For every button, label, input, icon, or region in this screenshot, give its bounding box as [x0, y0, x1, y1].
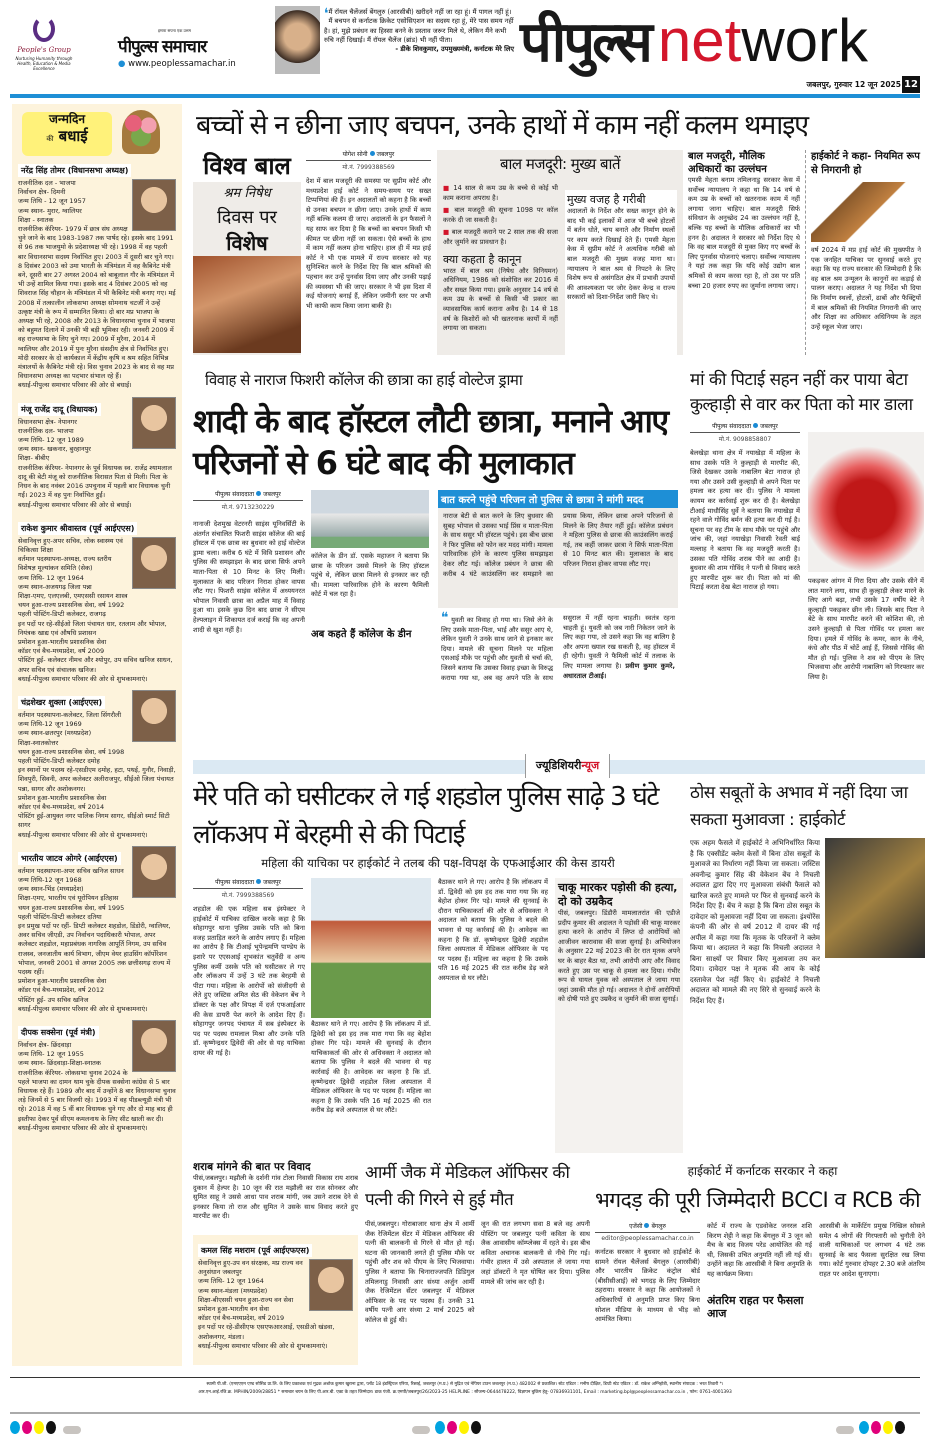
person-details: राजनीतिक दल - भाजपा निर्वाचन क्षेत्र- दिमनी जन्म तिथि - 12 जून 1957 जन्म स्थान- मुरार, ग्वालियर शिक्षा - स्नातक राजनीतिक कॅरियर- 1979 में छात्र संघ अध्यक्ष चुने जाने के बाद 1983-1987 तक पार्षद रहे। इसके बाद 1991 से 96 तक भाजयुमो के प्रदेशाध्यक्ष भी रहे। 1998 में वह पहली बार विधानसभा सदस्य निर्वाचित हुए। 2003 में दूसरी बार चुने गए। 8 दिसंबर 2003 को उमा भारती के मंत्रिमंडल में वह कैबिनेट मंत्री बने, दूसरी बार 27 अगस्त 2004 को बाबूलाल गौर के मंत्रिमंडल में भी उन्हें शामिल किया गया। इसके बाद 4 दिसंबर 2005 को वह शिवराज सिंह चौहान के मंत्रिमंडल में भी कैबिनेट मंत्री बनाए गए। मई 2008 में तत्कालीन लोकसभा अध्यक्ष सोमनाथ चटर्जी ने उन्हें उत्कृष्ट मंत्री के रूप में सम्मानित किया। दो बार मप्र भाजपा के अध्यक्ष भी रहे, 2008 और 2013 के विधानसभा चुनाव में भाजपा को बहुमत दिलाने में उनकी भी बड़ी भूमिका रही। जनवरी 2009 में वह राज्यसभा के लिए चुने गए। 2009 में मुरैना, 2014 में ग्वालियर और 2019 में पुनः मुरैना संसदीय क्षेत्र से निर्वाचित हुए। मोदी सरकार के दो कार्यकाल में केंद्रीय कृषि व श्रम सहित विभिन्न मंत्रालयों के कैबिनेट मंत्री रहे। विस चुनाव 2023 के बाद से वह मप्र विधानसभा अध्यक्ष का पदभार संभाल रहे हैं। बधाई-पीपुल्स समाचार परिवार की ओर से बधाई। — [18, 179, 176, 390]
court-building-photo — [311, 878, 431, 1018]
birthday-person — [18, 516, 176, 684]
liquor-story: शराब मांगने की बात पर विवाद पीसं,जबलपुर। मझौली के दर्शनी गांव टोला निवासी विकास राय शराब दुकान में हेल्पर है। 10 जून की रात मझौली का राज सोनकर और सुमित साहू ने उससे आधा पाव शराब मांगी, जब उसने शराब देने से इनकार किया तो राज और सुमित ने उसके साथ विवाद करते हुए मारपीट कर दी। — [193, 1161, 358, 1221]
compensation-story: एक अहम फैसले में हाईकोर्ट ने अभिनिर्धारित किया है कि एक्सीडेंट क्लेम केसों में बिना ठोस सबूतों के मुआवजे का निर्धारण नहीं किया जा सकता। जस्टिस अवनीन्द्र कुमार सिंह की वेकेशन बेंच ने निचली अदालत द्वारा दिए गए मुआवजा संबंधी फैसले को खारिज करते हुए मामले पर फिर से सुनवाई करने के निर्देश दिए हैं। बेंच ने कहा है कि बिना ठोस सबूत के दावेदार को मुआवजा नहीं दिया जा सकता। इंश्योरेंस कंपनी की ओर से वर्ष 2012 में दायर की गई अपील में कहा गया कि मृतक के परिजनों ने क्लेम किया था। अदालत ने कहा कि निचली अदालत ने बिना साक्ष्यों पर विचार किए मुआवजा तय कर दिया। दावेदार पक्ष ने मृतक की आय के कोई दस्तावेज पेश नहीं किए थे। हाईकोर्ट ने निचली अदालत को मामले की नए सिरे से सुनवाई करने के निर्देश दिए हैं। — [690, 838, 925, 1153]
person-photo — [132, 846, 176, 898]
person-name: भारतीय जाटव ओगरे (आईएएस) — [18, 852, 121, 865]
person-photo — [132, 690, 176, 742]
birthday-banner: जन्मदिन की बधाई — [18, 108, 176, 158]
person-name: दीपक सक्सेना (पूर्व मंत्री) — [18, 1026, 99, 1039]
quote-icon: ❝ — [441, 610, 449, 626]
person-name: नरेंद्र सिंह तोमर (विधानसभा अध्यक्ष) — [18, 164, 131, 177]
web-bullet-icon: ● — [118, 59, 129, 69]
footer-rule-grey — [10, 1412, 920, 1414]
army-headline: आर्मी जैक में मेडिकल ऑफिसर की पत्नी की गिरने से हुई मौत — [365, 1163, 570, 1210]
person-name: राकेश कुमार श्रीवास्तव (पूर्व आईएएस) — [18, 522, 137, 535]
bcci-headline: भगदड़ की पूरी जिम्मेदारी BCCI व RCB की — [595, 1188, 921, 1212]
shahdol-continued: बैठाकर थाने ले गए। आरोप है कि लॉकअप में डॉ. द्विवेदी को इस हद तक मारा गया कि वह बेहोश होकर गिर पड़े। मामले की सुनवाई के दौरान याचिकाकर्ता की ओर से अधिवक्ता ने अदालत को बताया कि पुलिस ने बदले की भावना से यह कार्रवाई की है। आवेदक का कहना है कि डॉ. कृष्णेन्द्रधर द्विवेदी शहडोल जिला अस्पताल में मेडिकल ऑफिसर के पद पर पदस्थ हैं। महिला का कहना है कि उसके पति 16 मई 2025 की रात करीब डेढ़ बजे अस्पताल से घर लौटे। — [311, 1020, 431, 1115]
header-quote: ❛ मैं रॉयल चैलेंजर्स बेंगलुरु (आरसीबी) खरीदने नहीं जा रहा हूं। मैं पागल नहीं हूं। मैं बचपन से कर्नाटक क्रिकेट एसोसिएशन का सदस्य रहा हूं, मेरे पास समय नहीं है। हां, मुझे प्रबंधन का हिस्सा बनने के प्रस्ताव जरूर मिले थे, लेकिन मैंने कभी रुचि नहीं दिखाई। मैं रॉयल चैलेंज (ब्रांड) भी नहीं पीता। - डीके शिवकुमार, उपमुख्यमंत्री, कर्नाटक मेरे लिए — [324, 6, 514, 54]
bcci-story: एजेंसी बेंगलुरु editor@peoplessamachar.co.in कर्नाटक सरकार ने बुधवार को हाईकोर्ट के सामने रॉयल चैलेंजर्स बेंगलुरु (आरसीबी) और भारतीय क्रिकेट कंट्रोल बोर्ड (बीसीसीआई) को भगदड़ के लिए जिम्मेदार ठहराया। सरकार ने कहा कि आयोजकों ने अधिकारियों से अनुमति प्राप्त किए बिना सोशल मीडिया के माध्यम से भीड़ को आमंत्रित किया। कोर्ट में राज्य के एडवोकेट जनरल शशि किरण शेट्टी ने कहा कि बेंगलुरु में 3 जून को मैच के बाद विजय परेड आयोजित की गई थी, जिसकी उचित अनुमति नहीं ली गई थी। उन्होंने कहा कि आरसीबी ने बिना अनुमति के यह कार्यक्रम किया। अंतरिम राहत पर फैसला आज आरसीबी के मार्केटिंग प्रमुख निखिल सोसले समेत 4 लोगों की गिरफ्तारी को चुनौती देने वाली याचिकाओं पर लगभग 4 घंटे तक सुनवाई के बाद फैसला सुरक्षित रख लिया गया। कोर्ट गुरुवार दोपहर 2.30 बजे अंतरिम राहत पर आदेश सुनाएगा। — [595, 1222, 925, 1324]
rights-story: बाल मजदूरी, मौलिक अधिकारों का उल्लंघन एमसी मेहता बनाम तमिलनाडु सरकार केस में सर्वोच्च न्यायालय ने कहा था कि 14 वर्ष से कम उम्र के बच्चों को खतरनाक काम में नहीं लगाया जाना चाहिए। बाल मजदूरी सिर्फ संविधान के अनुच्छेद 24 का उल्लंघन नहीं है, बल्कि यह बच्चों के मौलिक अधिकारों का भी हनन है। अदालत ने सरकार को निर्देश दिए थे कि वह बाल मजदूरी से मुक्त किए गए बच्चों के लिए पुनर्वास योजनाएं चलाए। सर्वोच्च न्यायालय ने यहां तक कहा कि यदि कोई उद्योग बाल श्रमिकों से काम करवा रहा है, तो उस पर प्रति बच्चा 20 हजार रुपए का जुर्माना लगाया जाए। — [688, 151, 800, 290]
color-registration-left — [10, 1419, 81, 1438]
shahdol-headline: मेरे पति को घसीटकर ले गई शहडोल पुलिस साढ़े 3 घंटे लॉकअप में बेरहमी से की पिटाई — [193, 782, 659, 850]
key-point: ■ बाल मजदूरी कराने पर 2 साल तक की सजा और जुर्माने का प्रावधान है। — [443, 228, 558, 246]
shahdol-col3: बैठाकर थाने ले गए। आरोप है कि लॉकअप में डॉ. द्विवेदी को इस हद तक मारा गया कि वह बेहोश होकर गिर पड़े। मामले की सुनवाई के दौरान याचिकाकर्ता की ओर से अधिवक्ता ने अदालत को बताया कि पुलिस ने बदले की भावना से यह कार्रवाई की है। आवेदक का कहना है कि डॉ. कृष्णेन्द्रधर द्विवेदी शहडोल जिला अस्पताल में मेडिकल ऑफिसर के पद पर पदस्थ हैं। महिला का कहना है कि उसके पति 16 मई 2025 की रात करीब डेढ़ बजे अस्पताल से घर लौटे। — [438, 878, 548, 982]
birthday-person — [18, 846, 176, 1014]
key-points-list — [443, 184, 558, 248]
person-photo — [132, 397, 176, 449]
person-details: विधानसभा क्षेत्र- नेपानगर राजनीतिक दल- भाजपा जन्म तिथि- 12 जून 1989 जन्म स्थान- खकनार, बुरहानपुर शिक्षा- बीबीए राजनीतिक कॅरियर- नेपानगर के पूर्व विधायक स्व. राजेंद्र श्यामलाल दादू की बेटी मंजू को राजनीतिक विरासत पिता से मिली। पिता के निधन के बाद नवंबर 2016 उपचुनाव में पहली बार विधायक चुनी गईं। 2023 में वह पुनः निर्वाचित हुईं। बधाई-पीपुल्स समाचार परिवार की ओर से बधाई। — [18, 417, 172, 509]
key-point: ■ बाल मजदूरी की सूचना 1098 पर कॉल करके दी जा सकती है। — [443, 206, 558, 224]
flower-basket-icon — [122, 110, 160, 154]
dot-icon — [753, 423, 758, 428]
person-photo — [132, 179, 176, 231]
axe-story: पीपुल्स संवाददाता जबलपुर मो.नं. 9098858807 बेलखेड़ा थाना क्षेत्र में नयाखेड़ा में महिला के साथ उसके पति ने कुल्हाड़ी से मारपीट की, जिसे देखकर उसके नाबालिग बेटा नाराज हो गया और उसने उसी कुल्हाड़ी से अपने पिता पर हमला कर हत्या कर दी। पुलिस ने मामला कायम कर कार्रवाई शुरू कर दी है। बेलखेड़ा टीआई माधौसिंह धुर्वे ने बताया कि नयाखेड़ा में रहने वाले गोविंद बर्मन की हत्या कर दी गई है। सूचना पर वह टीम के साथ मौके पर पहुंचे और जांच की, जहां नयाखेड़ा निवासी रेवती बाई मल्लाह ने बताया कि वह मजदूरी करती है। उसका पति गोविंद शराब पीने का आदी है। बुधवार की शाम गोविंद ने पत्नी से विवाद करते हुए मारपीट शुरू कर दी। पिता को मां की पिटाई करता देख बेटा नाराज हो गया। पकड़कर आंगन में गिरा दिया और उसके सीने में लात मारने लगा, साथ ही कुल्हाड़ी लेकर मारने के लिए आगे बढ़ा, तभी उसके 17 वर्षीय बेटे ने कुल्हाड़ी पकड़कर छीन ली। जिसके बाद पिता ने बेटे के साथ मारपीट करने की कोशिश की, तो उसने कुल्हाड़ी से पिता गोविंद पर हमला कर दिया। हमले में गोविंद के कमर, कान के नीचे, कंधे और पीठ में चोटें आई हैं, जिससे गोविंद की मौत हो गई। पुलिस ने शव को पीएम के लिए भिजवाया और आरोपी नाबालिग को गिरफ्तार कर लिया है। — [690, 423, 924, 681]
ring-logo-icon — [33, 16, 55, 42]
hc-story: हाईकोर्ट ने कहा- नियमित रूप से निगरानी हो वर्ष 2024 में मप्र हाई कोर्ट की मुख्यपीठ ने एक जनहित याचिका पर सुनवाई करते हुए कहा कि यह राज्य सरकार की जिम्मेदारी है कि वह बाल श्रम उन्मूलन के कानूनों का कड़ाई से पालन कराए। अदालत ने यह निर्देश भी दिया कि निर्माण स्थलों, होटलों, ढाबों और फैक्ट्रियों में बाल श्रमिकों की नियमित निगरानी की जाए और शिक्षा का अधिकार अधिनियम के तहत उन्हें स्कूल भेजा जाए। — [805, 150, 921, 355]
shahdol-subhead: महिला की याचिका पर हाईकोर्ट ने तलब की पक्ष-विपक्ष के एफआईआर की केस डायरी — [261, 856, 615, 870]
birthday-column — [12, 104, 182, 1366]
lead-story: योगेश सोनी जबलपुर मो.नं. 7999388569 देश में बाल मजदूरी की समस्या पर सुप्रीम कोर्ट और मध्यप्रदेश हाई कोर्ट ने समय-समय पर सख्त टिप्पणियां की हैं। इन अदालतों को कहना है कि बच्चों से उनका बचपन न छीना जाए। उनके हाथों में काम नहीं बल्कि कलम दी जाए। अदालतों के इन फैसलों ने यह साफ कर दिया है कि बच्चों का बचपन किसी भी कीमत पर छीना नहीं जा सकता। ऐसे बच्चों के हाथ में काम नहीं कलम होना चाहिए। हाल ही में मप्र हाई कोर्ट ने भी एक मामले में राज्य सरकार को यह सुनिश्चित करने के निर्देश दिए कि बाल श्रमिकों की पहचान कर उन्हें पुनर्वास दिया जाए और उनकी पढ़ाई की व्यवस्था भी की जाए। सरकार ने भी इस दिशा में कई योजनाएं बनाई हैं, लेकिन जमीनी स्तर पर अभी भी काफी काम किया जाना बाकी है। — [306, 151, 431, 310]
hostel-story: पीपुल्स संवाददाता जबलपुर मो.नं. 9713230229 नानाजी देशमुख वेटरनरी साइंस यूनिवर्सिटी के अंतर्गत संचालित फिशरी साइंस कॉलेज की बाई हॉस्टल में एक छात्रा का बुधवार को हाई वोल्टेज ड्रामा चला। करीब 6 घंटे में विवि प्रशासन और पुलिस की समझाइश के बाद छात्रा सिर्फ अपने माता-पिता से 10 मिनट के लिए मिली। मुलाकात के बाद परिजन निराश होकर वापस लौट गए। फिशरी साइंस कॉलेज में अध्ययनरत भोपाल निवासी छात्रा का अप्रैल माह में विवाह हुआ था। इसके कुछ दिन बाद छात्रा ने सीएम हेल्पलाइन में शिकायत दर्ज कराई कि वह अपनी शादी से खुश नहीं है। कॉलेज के डीन डॉ. एसके महाजन ने बताया कि छात्रा के परिजन उससे मिलने के लिए हॉस्टल पहुंचे थे, लेकिन छात्रा मिलने से इनकार कर रही थी। मामला पारिवारिक होने के कारण फैमिली कोर्ट में चल रहा है। अब कहते हैं कॉलेज के डीन — [193, 491, 429, 640]
birthday-person — [18, 1020, 176, 1133]
peoples-group-logo: People's Group Nurturing Humanity through Health, Education & Media Excellence — [14, 16, 74, 71]
lead-headline: बच्चों से न छीना जाए बचपन, उनके हाथों में काम नहीं कलम थमाइए — [196, 110, 808, 141]
square-bullet-icon: ■ — [443, 184, 451, 192]
quote-mark-icon: ❛ — [324, 6, 329, 22]
key-point: ■ 14 साल से कम उम्र के बच्चे से कोई भी काम कराना अपराध है। — [443, 184, 558, 202]
person-name: मंजू राजेंद्र दादू (विधायक) — [18, 403, 101, 416]
key-points-box: बाल मजदूरी: मुख्य बातें ■ 14 साल से कम उम्र के बच्चे से कोई भी काम कराना अपराध है। ■ बाल मजदूरी की सूचना 1098 पर कॉल करके दी जा सकती है। ■ बाल मजदूरी कराने पर 2 साल तक की सजा और जुर्माने का प्रावधान है। क्या कहता है कानून भारत में बाल श्रम (निषेध और विनियमन) अधिनियम, 1986 को संशोधित कर 2016 में और सख्त किया गया। इसके अनुसार 14 वर्ष से कम उम्र के बच्चों से किसी भी प्रकार का व्यावसायिक कार्य कराना अवैध है। 14 से 18 वर्ष के किशोरों को भी खतरनाक कार्यों में नहीं लगाया जा सकता। मुख्य वजह है गरीबी अदालतों के निर्देश और सख्त कानून होने के बाद भी कई इलाकों में आज भी बच्चे होटलों में बर्तन धोते, चाय बनाते और निर्माण स्थलों पर काम करते दिखाई देते हैं। एमसी मेहता केस में सुप्रीम कोर्ट ने अत्यधिक गरीबी को बाल मजदूरी की मुख्य वजह माना था। न्यायालय ने बाल श्रम से निपटने के लिए विशेष रूप से असंगठित क्षेत्र में प्रभावी उपायों की आवश्यकता पर जोर देकर केन्द्र व राज्य सरकारों को दिशा-निर्देश जारी किए थे। — [437, 150, 683, 355]
judiciary-section-label: ज्यूडिशियरीन्यूज — [525, 754, 610, 778]
birthday-person — [18, 690, 176, 840]
person-name: चंद्रशेखर शुक्ला (आईएएस) — [18, 696, 105, 709]
square-bullet-icon: ■ — [443, 228, 450, 237]
child-labour-photo — [193, 256, 301, 353]
gavel-photo — [811, 182, 921, 242]
compensation-headline: ठोस सबूतों के अभाव में नहीं दिया जा सकता मुआवजा : हाईकोर्ट — [690, 783, 908, 830]
special-day-box: विश्व बाल श्रम निषेध दिवस पर विशेष — [193, 150, 301, 355]
dot-icon — [644, 1223, 649, 1228]
website-link[interactable]: www.peoplessamachar.in — [128, 59, 236, 69]
hostel-kicker: विवाह से नाराज फिशरी कॉलेज की छात्रा का हाई वोल्टेज ड्रामा — [205, 371, 523, 389]
birthday-person — [18, 158, 176, 391]
footer-imprint: स्वामी पी.जी. (एमएएएम एण्ड सोसिड प्रा.लि. के लिए प्रकाशक एवं मुद्रक अशोक कुमार खुराना द्वारा, प्लॉट 18 इंडस्ट्रियल एरिया, रिछाई, जबलपुर (म.प्र.) से मुद्रित एवं नेपियर टाउन जबलपुर (म.प्र.) 482002 से प्रकाशित। स्टेट एडिटर : मनीष दीक्षित, डिप्टी स्टेट एडिटर : डॉ. राकेश अग्निहोत्री, स्थानीय संपादक : भरत तिवारी *। आर.एन.आई.रजि.क्र. MPHIN/2009/28851 * समाचार चयन के लिए पी.आर.बी. एक्ट के तहत जिम्मेदार। डाक पंजी. क्र.एमपी/जबलपुर/26/2023-25 HELPLINE : सौजन्य-0644478222, विज्ञापन बुकिंग हेतु- 07836931101, Email : marketing.bpl@peoplessamachar.co.in , फोन: 0761-4001393 — [198, 1382, 732, 1395]
justice-statue-photo — [825, 838, 925, 958]
axe-photo — [808, 432, 924, 572]
person-details: वर्तमान पदस्थापना-कलेक्टर, जिला सिंगरौली जन्म तिथि-12 जून 1969 जन्म स्थान-छतरपुर (मध्यप्रदेश) शिक्षा-स्नातकोत्तर चयन हुआ-राज्य प्रशासनिक सेवा, वर्ष 1998 पहली पोस्टिंग-डिप्टी कलेक्टर दमोह इन स्थानों पर पदस्थ रहे-एसडीएम दमोह, हटा, पथई, गुनौर, निवाड़ी, शिवपुरी, सिवनी, अपर कलेक्टर अलीराजपुर, सीईओ जिला पंचायत पन्ना, सागर और अशोकनगर। प्रमोशन हुआ-भारतीय प्रशासनिक सेवा कॉडर एवं बैच-मध्यप्रदेश, वर्ष 2014 पोस्टिंग हुई-आयुक्त नगर पालिक निगम सागर, सीईओ स्मार्ट सिटी सागर बधाई-पीपुल्स समाचार परिवार की ओर से शुभकामनाएं। — [18, 710, 176, 839]
person-photo — [132, 537, 176, 589]
dot-icon — [256, 879, 261, 884]
square-bullet-icon: ■ — [443, 206, 451, 215]
color-registration-center — [412, 1419, 483, 1438]
dateline: जबलपुर, गुरुवार 12 जून 2025 — [806, 80, 901, 89]
footer-rule — [10, 1377, 920, 1378]
page-number: 12 — [902, 76, 920, 93]
header-rule — [10, 94, 920, 98]
bcci-kicker: हाईकोर्ट में कर्नाटक सरकार ने कहा — [687, 1164, 838, 1178]
person-details: निर्वाचन क्षेत्र- छिंदवाड़ा जन्म तिथि- 12 जून 1955 जन्म स्थान- छिंदवाड़ा-शिक्षा-स्नातक राजनीतिक कॅरियर- लोकसभा चुनाव 2024 के पहले भाजपा का दामन थाम चुके दीपक सक्सेना कांग्रेस से 5 बार विधायक रहे हैं। 1989 और बाद में उन्होंने 8 बार विधानसभा चुनाव लड़े जिनमें से 5 बार विजयी रहे। 1993 में वह पीडब्ल्यूडी मंत्री भी रहे। 2018 में वह 5 वीं बार विधायक चुने गए और दो माह बाद ही इस्तीफा देकर पूर्व सीएम कमलनाथ के लिए सीट खाली कर दी। बधाई-पीपुल्स समाचार परिवार की ओर से शुभकामनाएं। — [18, 1041, 176, 1132]
person-photo — [309, 1259, 353, 1311]
masthead — [0, 0, 945, 100]
army-story: पीसं,जबलपुर। गोराबाजार थाना क्षेत्र में आर्मी जैक रेजिमेंटल सेंटर में मेडिकल ऑफिसर की पत्नी की बालकनी से गिरने से मौत हो गई। घटना की जानकारी लगते ही पुलिस मौके पर पहुंची और शव को पीएम के लिए भिजवाया। पुलिस ने बताया कि चिनाराज्जपति डिडिगुल तमिलनाडु निवासी आर संध्या अर्जुन आर्मी जैक रेजिमेंटल सेंटर जबलपुर में मेडिकल ऑफिसर के पद पर पदस्थ हैं। उनकी 31 वर्षीय पत्नी आर संध्या 2 मार्च 2025 को कॉलेज से हुई थी। जून की रात लगभग सवा 8 बजे वह अपनी पोस्टिंग पर जबलपुर पत्नी कविता के साथ जैक आवासीय कॉम्प्लेक्स में रहते थे। इस बीच कविता अचानक बालकनी से नीचे गिर गई। गंभीर हालत में उसे अस्पताल ले जाया गया जहां डॉक्टरों ने मृत घोषित कर दिया। पुलिस मामले की जांच कर रही है। — [365, 1220, 590, 1324]
hostel-headline: शादी के बाद हॉस्टल लौटी छात्रा, मनाने आए परिजनों से 6 घंटे बाद की मुलाकात — [193, 402, 668, 482]
birthday-card-kamal: कमल सिंह मशराम (पूर्व आईएफएस) सेवानिवृत्त हुए-उप वन संरक्षक, मप्र राज्य वन अनुसंधान जबलपुर जन्म तिथि- 12 जून 1964 जन्म स्थान-मंडला (मध्यप्रदेश) शिक्षा-बीएससी चयन हुआ-राज्य वन सेवा प्रमोशन हुआ-भारतीय वन सेवा कॉडर एवं बैच-मध्यप्रदेश, वर्ष 2019 इन पदों पर रहे-डीसीएफ एसएफआरआई, एसडीओ खंडवा, अशोकनगर, मंडला। बधाई-पीपुल्स समाचार परिवार की ओर से शुभकामनाएं। — [193, 1235, 358, 1365]
hostel-box: बात करने पहुंचे परिजन तो पुलिस से छात्रा ने मांगी मदद नाराज बेटी से बात करने के लिए बुधवार की सुबह भोपाल से उसका भाई प्रिंस व माता-पिता के साथ ससुर भी हॉस्टल पहुंचे। इस बीच छात्रा ने फिर पुलिस को फोन कर मदद मांगी। मामला पारिवारिक होने के कारण पुलिस समझाइश देकर लौट गई। कॉलेज प्रबंधन ने छात्रा की करीब 4 घंटे काउंसलिंग कर समझाने का प्रयास किया, लेकिन छात्रा अपने परिजनों से मिलने के लिए तैयार नहीं हुई। कॉलेज प्रबंधन ने महिला पुलिस से छात्रा की काउंसलिंग कराई गई, तब कहीं जाकर छात्रा ने सिर्फ माता-पिता से 10 मिनट बात की। मुलाकात के बाद परिजन निराश होकर वापस लौट गए। ❝ युवती का विवाह हो गया था। जिसे लेने के लिए उसके माता-पिता, भाई और ससुर आए थे, लेकिन युवती ने उनके साथ जाने से इनकार कर दिया। मामले की सूचना मिलने पर महिला एसआई मौके पर पहुंची और युवती से चर्चा की, जिसने बताया कि उसका विवाह इच्छा के विरुद्ध कराया गया था, अब वह अपने पति के साथ ससुराल में नहीं रहना चाहती। स्वतंत्र रहना चाहती हूं। युवती को जब नारी निकेतन जाने के लिए कहा गया, तो उसने कहा कि वह बालिग है और अपना ख्याल रख सकती है, वह हॉस्टल में ही रहेगी। युवती ने फैमिली कोर्ट में तलाक के लिए मामला लगाया है। प्रवीण कुमार कुमरे, अधारताल टीआई। — [438, 490, 678, 740]
dot-icon — [256, 491, 261, 496]
shahdol-story: पीपुल्स संवाददाता जबलपुर मो.नं. 7999388569 शहडोल की एक महिला सब इंस्पेक्टर ने हाईकोर्ट में याचिका दाखिल करके कहा है कि सोहागपुर थाना पुलिस उसके पति को बिना वजह प्रताड़ित करने के आरोप लगाए हैं। महिला का आरोप है कि टीआई भूपेन्द्रमणि पाण्डेय के इशारे पर एएसआई शुभकांत चतुर्वेदी व अन्य पुलिस कर्मी उसके पति को घसीटकर ले गए और लॉकअप में उन्हें 3 घंटे तक बेरहमी से पीटा गया। महिला के आरोपों को संजीदगी से लेते हुए जस्टिस अमित सेठ की वेकेशन बेंच ने डॉक्टर के पक्ष और विपक्ष में दर्ज एफआईआर की केस डायरी पेश करने के आदेश दिए हैं। सोहागपुर जनपद पंचायत में सब इंस्पेक्टर के पद पर पदस्थ रामलाल मिश्रा और उनके पति डॉ. कृष्णेन्द्रधर द्विवेदी की ओर से यह याचिका दायर की गई है। — [193, 878, 433, 1153]
quote-photo — [275, 6, 320, 74]
peoples-samachar-logo: हमारा सपना एक उत्तम पीपुल्स समाचार ● www.peoplessamachar.in — [118, 28, 236, 69]
college-photo — [311, 490, 429, 548]
editor-email-link[interactable]: editor@peoplessamachar.co.in — [601, 1235, 694, 1242]
birthday-person — [18, 397, 176, 510]
dot-icon — [370, 151, 375, 156]
axe-headline: मां की पिटाई सहन नहीं कर पाया बेटा कुल्हाड़ी से वार कर पिता को मार डाला — [690, 370, 913, 415]
person-details: वर्तमान पदस्थापना-अपर सचिव खनिज साधन जन्म तिथि-12 जून 1968 जन्म स्थान-भिंड (मध्यप्रदेश) शिक्षा-एमए, भारतीय एवं यूरोपियन इतिहास चयन हुआ-राज्य प्रशासनिक सेवा, वर्ष 1995 पहली पोस्टिंग-डिप्टी कलेक्टर दतिया इन प्रमुख पदों पर रहीं- डिप्टी कलेक्टर शहडोल, डिंडोरी, ग्वालियर, अवर सचिव जीएडी, उप निर्वाचन पदाधिकारी भोपाल, अपर कलेक्टर शहडोल, महाप्रबंधक नागरिक आपूर्ति निगम, उप सचिव राजस्व, जनजातीय कार्य विभाग, जीएम वेयर हाउसिंग कॉर्पोरेशन भोपाल, जनवरी 2001 से अगस्त 2005 तक छत्तीसगढ़ राज्य में पदस्थ रहीं। प्रमोशन हुआ-भारतीय प्रशासनिक सेवा कॉडर एवं बैच-मध्यप्रदेश, वर्ष 2012 पोस्टिंग हुई- उप सचिव खनिज बधाई-पीपुल्स समाचार परिवार की ओर से शुभकामनाएं। — [18, 866, 171, 1013]
person-photo — [132, 1020, 176, 1072]
color-registration-right — [836, 1419, 907, 1438]
masthead-title: पीपुल्स network — [520, 7, 869, 75]
stabbing-story: चाकू मारकर पड़ोसी की हत्या, दो को उम्रकैद पीसं, जबलपुर। डिंडौरी मामलातरांत की एडीजे प्रदीप कुमार की अदालत ने पड़ोसी की चाकू मारकर हत्या करने के आरोप में लिप्त दो आरोपियों को आजीवन कारावास की सजा सुनाई है। अभियोजन के अनुसार 22 मई 2023 की देर रात मृतक अपने घर के बाहर बैठा था, तभी आरोपी आए और विवाद करते हुए उस पर चाकू से हमला कर दिया। गंभीर रूप से घायल युवक को अस्पताल ले जाया गया जहां उसकी मौत हो गई। अदालत ने दोनों आरोपियों को दोषी पाते हुए उम्रकैद व जुर्माने की सजा सुनाई। — [555, 878, 683, 1153]
birthday-list — [18, 158, 176, 1133]
person-details: सेवानिवृत्त हुए-अपर सचिव, लोक स्वास्थ्य एवं चिकित्सा शिक्षा वर्तमान पदस्थापना-अध्यक्ष, राज्य स्तरीय विशेषज्ञ मूल्यांकन समिति (सेक) जन्म तिथि- 12 जून 1964 जन्म स्थान-अजयगढ़ जिला पन्ना शिक्षा-एमए, एलएलबी, एमएससी रसायन शास्त्र चयन हुआ-राज्य प्रशासनिक सेवा, वर्ष 1992 पहली पोस्टिंग-डिप्टी कलेक्टर, राजगढ़ इन पदों पर रहे-सीईओ जिला पंचायत धार, रतलाम और भोपाल, नियंत्रक खाद्य एवं औषधि प्रशासन प्रमोशन हुआ-भारतीय प्रशासनिक सेवा कॉडर एवं बैच-मध्यप्रदेश, वर्ष 2009 पोस्टिंग हुई- कलेक्टर नीमच और श्योपुर, उप सचिव खनिज साधन, अपर सचिव एवं संचालक खनिज। बधाई-पीपुल्स समाचार परिवार की ओर से शुभकामनाएं। — [18, 536, 173, 683]
